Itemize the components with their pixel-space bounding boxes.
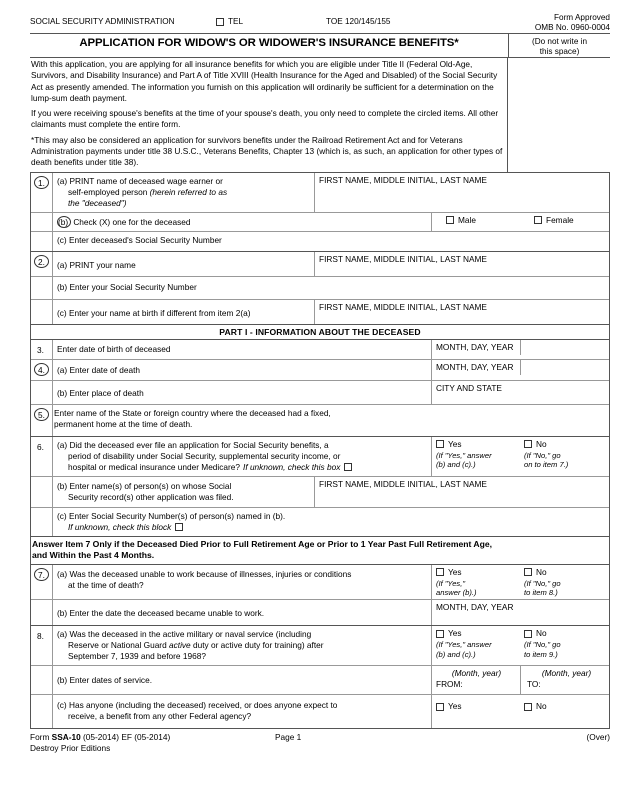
item-4b-answer[interactable] <box>431 381 609 404</box>
item-7a-line1: (a) Was the deceased unable to work because of illnesses, injuries or conditions <box>57 568 352 579</box>
item-7a-answer[interactable] <box>431 565 609 600</box>
item-7a-line2: at the time of death? <box>68 579 144 590</box>
female-checkbox[interactable] <box>534 216 542 224</box>
item-7b-date-hint: MONTH, DAY, YEAR <box>436 602 514 613</box>
item-6a-question <box>53 437 431 476</box>
item-2-number-cell <box>31 252 53 276</box>
row-part1-heading <box>31 324 609 339</box>
item-8c-no-label: No <box>536 701 547 712</box>
item-8a-no-label: No <box>536 628 547 639</box>
item-7a-yes-hint-1: (If "Yes," <box>436 578 466 588</box>
item-4b-text: (b) Enter place of death <box>57 387 144 398</box>
item-4b-number-cell <box>31 381 53 404</box>
item-2a-text: (a) PRINT your name <box>57 259 136 270</box>
tel-label: TEL <box>228 17 244 26</box>
item-6a-line2: period of disability under Social Security, supplemental security income, or <box>68 450 341 461</box>
item-8a-yes-line[interactable] <box>436 628 522 639</box>
form-body <box>30 173 610 730</box>
item-7a-yes-line[interactable] <box>436 567 522 578</box>
item-2b-number-cell <box>31 277 53 299</box>
item-8c-yes-checkbox[interactable] <box>436 703 444 711</box>
item-8b-from-to <box>432 666 609 694</box>
item-4b-question <box>53 381 431 404</box>
item-3-date-hint: MONTH, DAY, YEAR <box>436 341 514 352</box>
item-8b-text: (b) Enter dates of service. <box>57 675 152 686</box>
row-item-6b <box>31 476 609 507</box>
item-6a-no-hint-2: on to item 7.) <box>524 459 569 469</box>
item-2c-number-cell <box>31 300 53 324</box>
item-8a-no-checkbox[interactable] <box>524 630 532 638</box>
item-8c-no-choice[interactable] <box>524 701 606 713</box>
item-8c-no-checkbox[interactable] <box>524 703 532 711</box>
item-1a-line3-italic: the "deceased") <box>68 197 127 208</box>
footer-destroy-notice: Destroy Prior Editions <box>30 743 111 754</box>
footer-over-notice: (Over) <box>586 732 610 743</box>
do-not-write-space <box>508 58 610 172</box>
row-item-8b <box>31 665 609 694</box>
item-8c-no-line[interactable] <box>524 701 606 712</box>
item-8c-number-cell <box>31 695 53 728</box>
row-item-4b <box>31 380 609 404</box>
item-1c-text: (c) Enter deceased's Social Security Number <box>57 234 222 245</box>
item-8a-yesno <box>436 628 606 659</box>
item-2c-text: (c) Enter your name at birth if different from item 2(a) <box>57 307 251 318</box>
item-8a-no-choice[interactable] <box>524 628 606 659</box>
footer-form-pre: Form <box>30 732 52 743</box>
item-8a-yes-choice[interactable] <box>436 628 524 659</box>
item-8a-line2-wrap <box>57 640 427 651</box>
item-8a-yes-hint-2: (b) and (c).) <box>436 649 476 659</box>
row-item-7a <box>31 564 609 600</box>
item-7b-number-cell <box>31 600 53 625</box>
item-8b-to-cell[interactable] <box>520 666 609 694</box>
row-item-2a <box>31 251 609 276</box>
item-6b-line2: Security record(s) other application was filed. <box>68 491 234 502</box>
form-approval <box>466 13 610 32</box>
item-6a-yes-hint-1: (If "Yes," answer <box>436 450 492 460</box>
item-3-text: Enter date of birth of deceased <box>57 343 171 354</box>
form-footer <box>30 729 610 754</box>
item-8c-yes-label: Yes <box>448 701 462 712</box>
item-7a-no-label: No <box>536 566 547 577</box>
item-7a-no-line[interactable] <box>524 567 606 578</box>
do-not-write-line-1: (Do not write in <box>531 37 588 46</box>
item-7a-question <box>53 565 431 600</box>
toe-code: TOE 120/145/155 <box>326 17 391 26</box>
item-1b-text: Check (X) one for the deceased <box>73 216 191 227</box>
male-checkbox[interactable] <box>446 216 454 224</box>
item-6c-number-cell <box>31 508 53 536</box>
item-3-number-cell <box>31 340 53 359</box>
item-1a-question <box>53 173 314 212</box>
item-8c-answer[interactable] <box>431 695 609 728</box>
omb-number: OMB No. 0960-0004 <box>534 22 610 32</box>
intro-section <box>30 58 610 173</box>
item-8c-line1: (c) Has anyone (including the deceased) received, or does anyone expect to <box>57 700 338 711</box>
item-6c-question <box>53 508 609 536</box>
tel-checkbox-group[interactable] <box>216 16 326 27</box>
item-4-number-cell <box>31 360 53 380</box>
item-6b-question <box>53 477 314 507</box>
item-8a-yes-checkbox[interactable] <box>436 630 444 638</box>
item-6c-line1: (c) Enter Social Security Number(s) of person(s) named in (b). <box>57 510 286 521</box>
row-item-6c <box>31 507 609 536</box>
item-4b-place-hint: CITY AND STATE <box>436 382 502 393</box>
intro-paragraph-1: With this application, you are applying for all insurance benefits for which you are eligible under Title II (Federal Old-Age, Survivors, and Disability Insurance) and Part A of Title XVIII (Health Insurance for the Aged and Disabled) of the Social Security Act as presently amended. The information you furnish on this application will ordinarily be sufficient for a determination on the lump-sum death payment. <box>31 59 498 103</box>
item-6b-name-hint: FIRST NAME, MIDDLE INITIAL, LAST NAME <box>319 478 487 489</box>
item-1b-gender-group[interactable] <box>431 213 609 231</box>
item-7b-answer[interactable] <box>431 600 609 625</box>
female-choice[interactable] <box>534 215 606 227</box>
row-item-8a <box>31 625 609 665</box>
item-2b-text: (b) Enter your Social Security Number <box>57 281 197 292</box>
item-5-number-cell <box>31 405 53 436</box>
item-6a-yes-hint-2: (b) and (c).) <box>436 459 476 469</box>
item-7a-yes-hint-2: answer (b).) <box>436 587 477 597</box>
do-not-write-box <box>508 34 610 57</box>
male-line[interactable] <box>446 215 532 226</box>
masthead <box>30 13 610 32</box>
item-3-question <box>53 340 431 359</box>
item-6c-line2-wrap <box>57 522 605 533</box>
item-3-date-cell <box>432 340 609 355</box>
item-6b-line1: (b) Enter name(s) of person(s) on whose Social <box>57 480 232 491</box>
row-item-5 <box>31 404 609 436</box>
item-6a-yes-label: Yes <box>448 438 462 449</box>
male-label: Male <box>458 214 476 225</box>
row-item-7b <box>31 599 609 625</box>
item-6a-no-label: No <box>536 438 547 449</box>
intro-paragraph-2: If you were receiving spouse's benefits at the time of your spouse's death, you only need to complete the circled items. All other claimants must complete the entire form. <box>31 108 499 130</box>
item-6a-yes-line[interactable] <box>436 439 522 450</box>
page-title: APPLICATION FOR WIDOW'S OR WIDOWER'S INSURANCE BENEFITS* <box>79 37 459 49</box>
row-item-1a <box>31 173 609 212</box>
footer-form-post: (05-2014) EF (05-2014) <box>80 732 171 743</box>
row-item-4a <box>31 359 609 380</box>
item-6a-yesno <box>436 439 606 470</box>
row-item-3 <box>31 339 609 359</box>
form-approved-text: Form Approved <box>554 13 610 22</box>
agency-name: SOCIAL SECURITY ADMINISTRATION <box>30 17 175 26</box>
item-1a-line1: (a) PRINT name of deceased wage earner or <box>57 175 223 186</box>
item-6a-answer[interactable] <box>431 437 609 476</box>
banner-item7 <box>31 537 609 564</box>
item-8a-line2-italic: active <box>169 640 191 651</box>
row-item-1c <box>31 231 609 251</box>
item-4a-question <box>53 360 431 380</box>
item-8c-yesno <box>436 701 606 713</box>
item-4a-date-hint: MONTH, DAY, YEAR <box>436 361 514 372</box>
item-4a-answer[interactable] <box>431 360 609 380</box>
item-2b-question[interactable] <box>53 277 609 299</box>
item-8a-yes-hint-1: (If "Yes," answer <box>436 640 492 650</box>
item-2c-name-hint: FIRST NAME, MIDDLE INITIAL, LAST NAME <box>319 301 487 312</box>
item-4-number: 4. <box>34 363 49 376</box>
item-8b-answer[interactable] <box>431 666 609 694</box>
item-1a-line2-wrap <box>57 187 310 198</box>
item-8a-yes-label: Yes <box>448 628 462 639</box>
item-6a-no-hint-1: (If "No," go <box>524 450 561 460</box>
row-item-6a <box>31 436 609 476</box>
title-band <box>30 33 610 58</box>
item-7a-no-choice[interactable] <box>524 567 606 598</box>
item-2c-answer[interactable] <box>314 300 609 324</box>
row-item-8c <box>31 694 609 728</box>
item-6a-unknown-hint: If unknown, check this box <box>243 461 341 472</box>
item-7b-question <box>53 600 431 625</box>
female-line[interactable] <box>534 215 606 226</box>
item-7-number-cell <box>31 565 53 600</box>
item-1a-line2-italic: (herein referred to as <box>149 186 228 197</box>
intro-paragraph-3: *This may also be considered an application for survivors benefits under the Railroad Retirement Act and for Veterans Administration payments under title 38 U.S.C., Veterans Benefits, Chapter 13 (which is, as such, an application for other types of death benefits under title 38). <box>31 134 503 168</box>
item-8a-question <box>53 626 431 665</box>
item-8b-to-label: TO: <box>527 679 541 690</box>
intro-text <box>30 58 508 172</box>
item-8c-yes-line[interactable] <box>436 701 522 712</box>
item-6b-number-cell <box>31 477 53 507</box>
item-6-number-cell <box>31 437 53 476</box>
item-1a-answer[interactable] <box>314 173 609 212</box>
item-8a-no-line[interactable] <box>524 628 606 639</box>
item-7a-yes-checkbox[interactable] <box>436 568 444 576</box>
item-7a-yesno <box>436 567 606 598</box>
item-8a-line2-post: duty or active duty for training) after <box>190 640 324 651</box>
item-8-number: 8. <box>37 631 44 642</box>
item-8b-from-cell[interactable] <box>432 666 520 694</box>
item-4a-date-input[interactable] <box>520 360 609 375</box>
item-8a-line1: (a) Was the deceased in the active military or naval service (including <box>57 629 312 640</box>
item-3-answer[interactable] <box>431 340 609 359</box>
footer-page-number: Page 1 <box>275 732 302 743</box>
item-8b-from-hint: (Month, year) <box>451 668 502 679</box>
item-4a-date-cell <box>432 360 609 375</box>
item-2a-question <box>53 252 314 276</box>
item-5-number: 5. <box>34 408 49 421</box>
item-6a-line3-wrap <box>57 462 427 473</box>
item-6c-unknown-hint: If unknown, check this block <box>68 521 172 532</box>
item-8a-answer[interactable] <box>431 626 609 665</box>
item-7a-no-checkbox[interactable] <box>524 568 532 576</box>
item-8b-question <box>53 666 431 694</box>
item-6a-yes-choice[interactable] <box>436 439 524 470</box>
item-1-number: 1. <box>34 176 49 189</box>
item-2a-name-hint: FIRST NAME, MIDDLE INITIAL, LAST NAME <box>319 253 487 264</box>
item-7a-yes-choice[interactable] <box>436 567 524 598</box>
tel-checkbox[interactable] <box>216 18 224 26</box>
item-8a-line2-pre: Reserve or National Guard <box>68 640 169 651</box>
footer-form-line <box>30 732 275 743</box>
item-4a-text: (a) Enter date of death <box>57 364 141 375</box>
item-6-number: 6. <box>37 441 44 452</box>
item-5-line1: Enter name of the State or foreign country where the deceased had a fixed, <box>54 407 331 418</box>
item-1b-marker: (b) <box>57 216 71 228</box>
item-6a-yes-checkbox[interactable] <box>436 440 444 448</box>
gender-choices <box>446 215 606 227</box>
item-1b-question <box>53 213 431 231</box>
item-2c-question <box>53 300 314 324</box>
item-6c-unknown-checkbox[interactable] <box>175 523 183 531</box>
item-1-number-cell <box>31 173 53 212</box>
item-6a-line1: (a) Did the deceased ever file an application for Social Security benefits, a <box>57 439 329 450</box>
item-8a-line3: September 7, 1939 and before 1968? <box>68 651 206 662</box>
item-1a-name-hint: FIRST NAME, MIDDLE INITIAL, LAST NAME <box>319 174 487 185</box>
item-5-line2: permanent home at the time of death. <box>54 418 193 429</box>
footer-form-id: SSA-10 <box>51 732 81 743</box>
item-6a-unknown-checkbox[interactable] <box>344 463 352 471</box>
item-7a-no-hint-1: (If "No," go <box>524 578 561 588</box>
banner-item7-line2: and Within the Past 4 Months. <box>32 550 155 561</box>
item-3-number: 3. <box>37 344 44 355</box>
item-5-question[interactable] <box>53 405 609 436</box>
item-1b-number-cell <box>31 213 53 231</box>
item-7b-text: (b) Enter the date the deceased became unable to work. <box>57 608 265 619</box>
item-8a-no-hint-2: to item 9.) <box>524 649 558 659</box>
do-not-write-line-2: this space) <box>539 47 580 56</box>
item-8c-question <box>53 695 431 728</box>
item-8b-from-label: FROM: <box>436 679 463 690</box>
item-6a-line3: hospital or medical insurance under Medicare? <box>68 461 241 472</box>
item-1c-question[interactable] <box>53 232 609 251</box>
item-8a-no-hint-1: (If "No," go <box>524 640 561 650</box>
item-6a-no-checkbox[interactable] <box>524 440 532 448</box>
item-7a-yes-label: Yes <box>448 566 462 577</box>
item-7a-no-hint-2: to item 8.) <box>524 587 558 597</box>
footer-form-info <box>30 732 275 754</box>
item-6b-answer[interactable] <box>314 477 609 507</box>
row-banner-item7 <box>31 536 609 564</box>
item-1a-line2: self-employed person <box>68 186 148 197</box>
item-8-number-cell <box>31 626 53 665</box>
row-item-2b <box>31 276 609 299</box>
part1-heading: PART I - INFORMATION ABOUT THE DECEASED <box>219 326 421 337</box>
item-2-number: 2. <box>34 255 49 268</box>
item-2a-answer[interactable] <box>314 252 609 276</box>
item-8b-number-cell <box>31 666 53 694</box>
item-6a-no-choice[interactable] <box>524 439 606 470</box>
banner-item7-line1: Answer Item 7 Only if the Deceased Died Prior to Full Retirement Age or Prior to 1 Year Past Full Retirement Age, <box>32 538 493 549</box>
male-choice[interactable] <box>446 215 534 227</box>
item-8c-line2: receive, a benefit from any other Federal agency? <box>68 711 252 722</box>
item-7-number: 7. <box>34 568 49 581</box>
row-item-1b <box>31 212 609 231</box>
item-8c-yes-choice[interactable] <box>436 701 524 713</box>
item-3-date-input[interactable] <box>520 340 609 355</box>
item-1c-number-cell <box>31 232 53 251</box>
female-label: Female <box>546 214 574 225</box>
item-6a-no-line[interactable] <box>524 439 606 450</box>
row-item-2c <box>31 299 609 324</box>
item-8b-to-hint: (Month, year) <box>541 668 592 679</box>
